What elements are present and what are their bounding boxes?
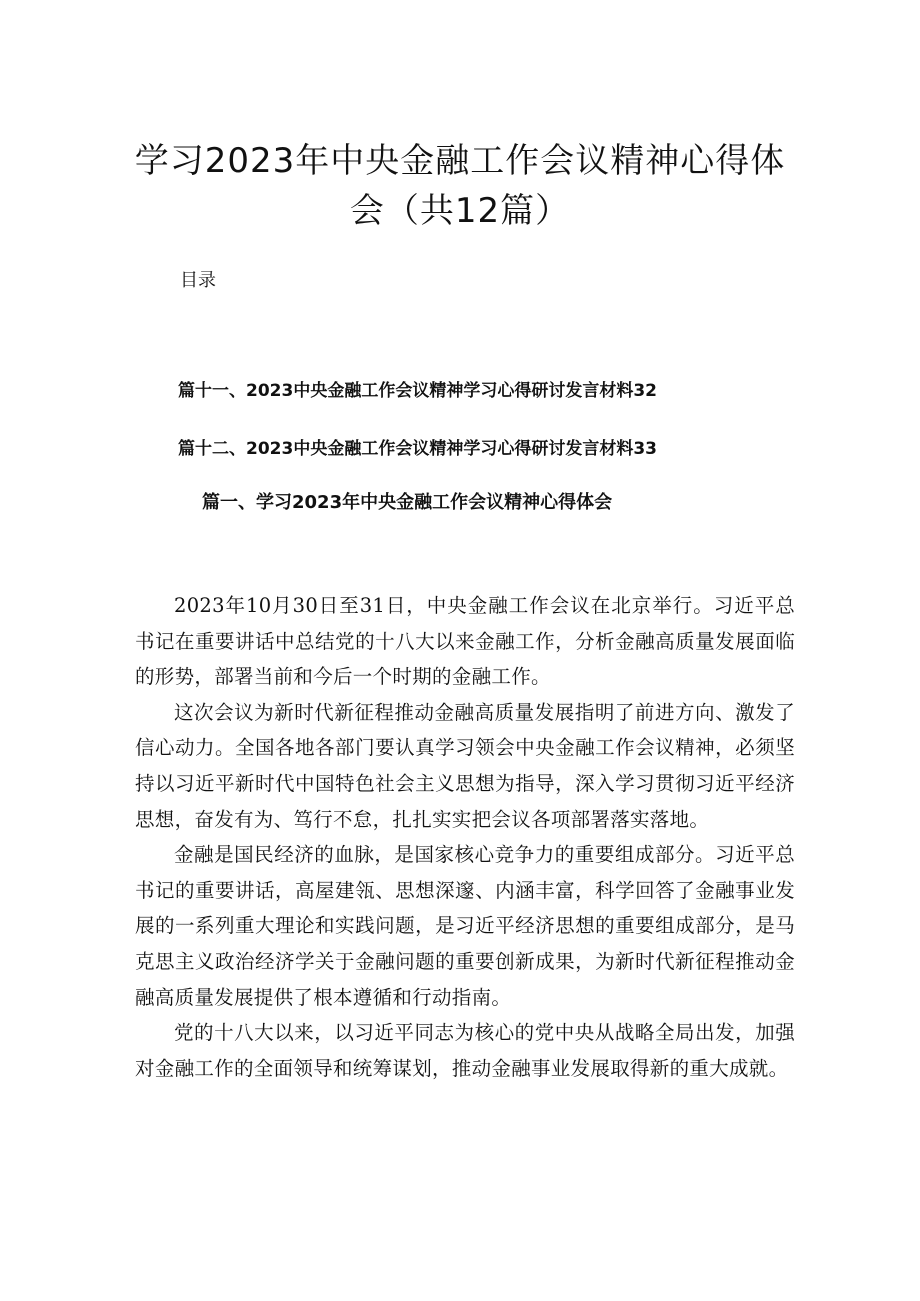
- paragraph: 金融是国民经济的血脉，是国家核心竞争力的重要组成部分。习近平总书记的重要讲话，高屋建瓴、思想深邃、内涵丰富，科学回答了金融事业发展的一系列重大理论和实践问题，是习近平经济思想的重要组成部分，是马克思主义政治经济学关于金融问题的重要创新成果，为新时代新征程推动金融高质量发展提供了根本遵循和行动指南。: [135, 843, 795, 1009]
- toc-item[interactable]: 篇十一、2023中央金融工作会议精神学习心得研讨发言材料32: [178, 381, 657, 401]
- body-text: [135, 588, 795, 1086]
- paragraph: 党的十八大以来，以习近平同志为核心的党中央从战略全局出发，加强对金融工作的全面领导和统筹谋划，推动金融事业发展取得新的重大成就。: [135, 1021, 795, 1080]
- document-title-line-1: 学习2023年中央金融工作会议精神心得体: [134, 141, 786, 181]
- section-heading: 篇一、学习2023年中央金融工作会议精神心得体会: [202, 492, 613, 513]
- paragraph: 这次会议为新时代新征程推动金融高质量发展指明了前进方向、激发了信心动力。全国各地各部门要认真学习领会中央金融工作会议精神，必须坚持以习近平新时代中国特色社会主义思想为指导，深入学习贯彻习近平经济思想，奋发有为、笃行不怠，扎扎实实把会议各项部署落实落地。: [135, 700, 795, 831]
- toc-item[interactable]: 篇十二、2023中央金融工作会议精神学习心得研讨发言材料33: [178, 439, 657, 459]
- paragraph: 2023年10月30日至31日，中央金融工作会议在北京举行。习近平总书记在重要讲话中总结党的十八大以来金融工作，分析金融高质量发展面临的形势，部署当前和今后一个时期的金融工作。: [135, 594, 795, 689]
- document-title: [130, 136, 790, 236]
- toc-label: 目录: [180, 270, 216, 291]
- document-title-line-2: 会（共12篇）: [349, 191, 571, 231]
